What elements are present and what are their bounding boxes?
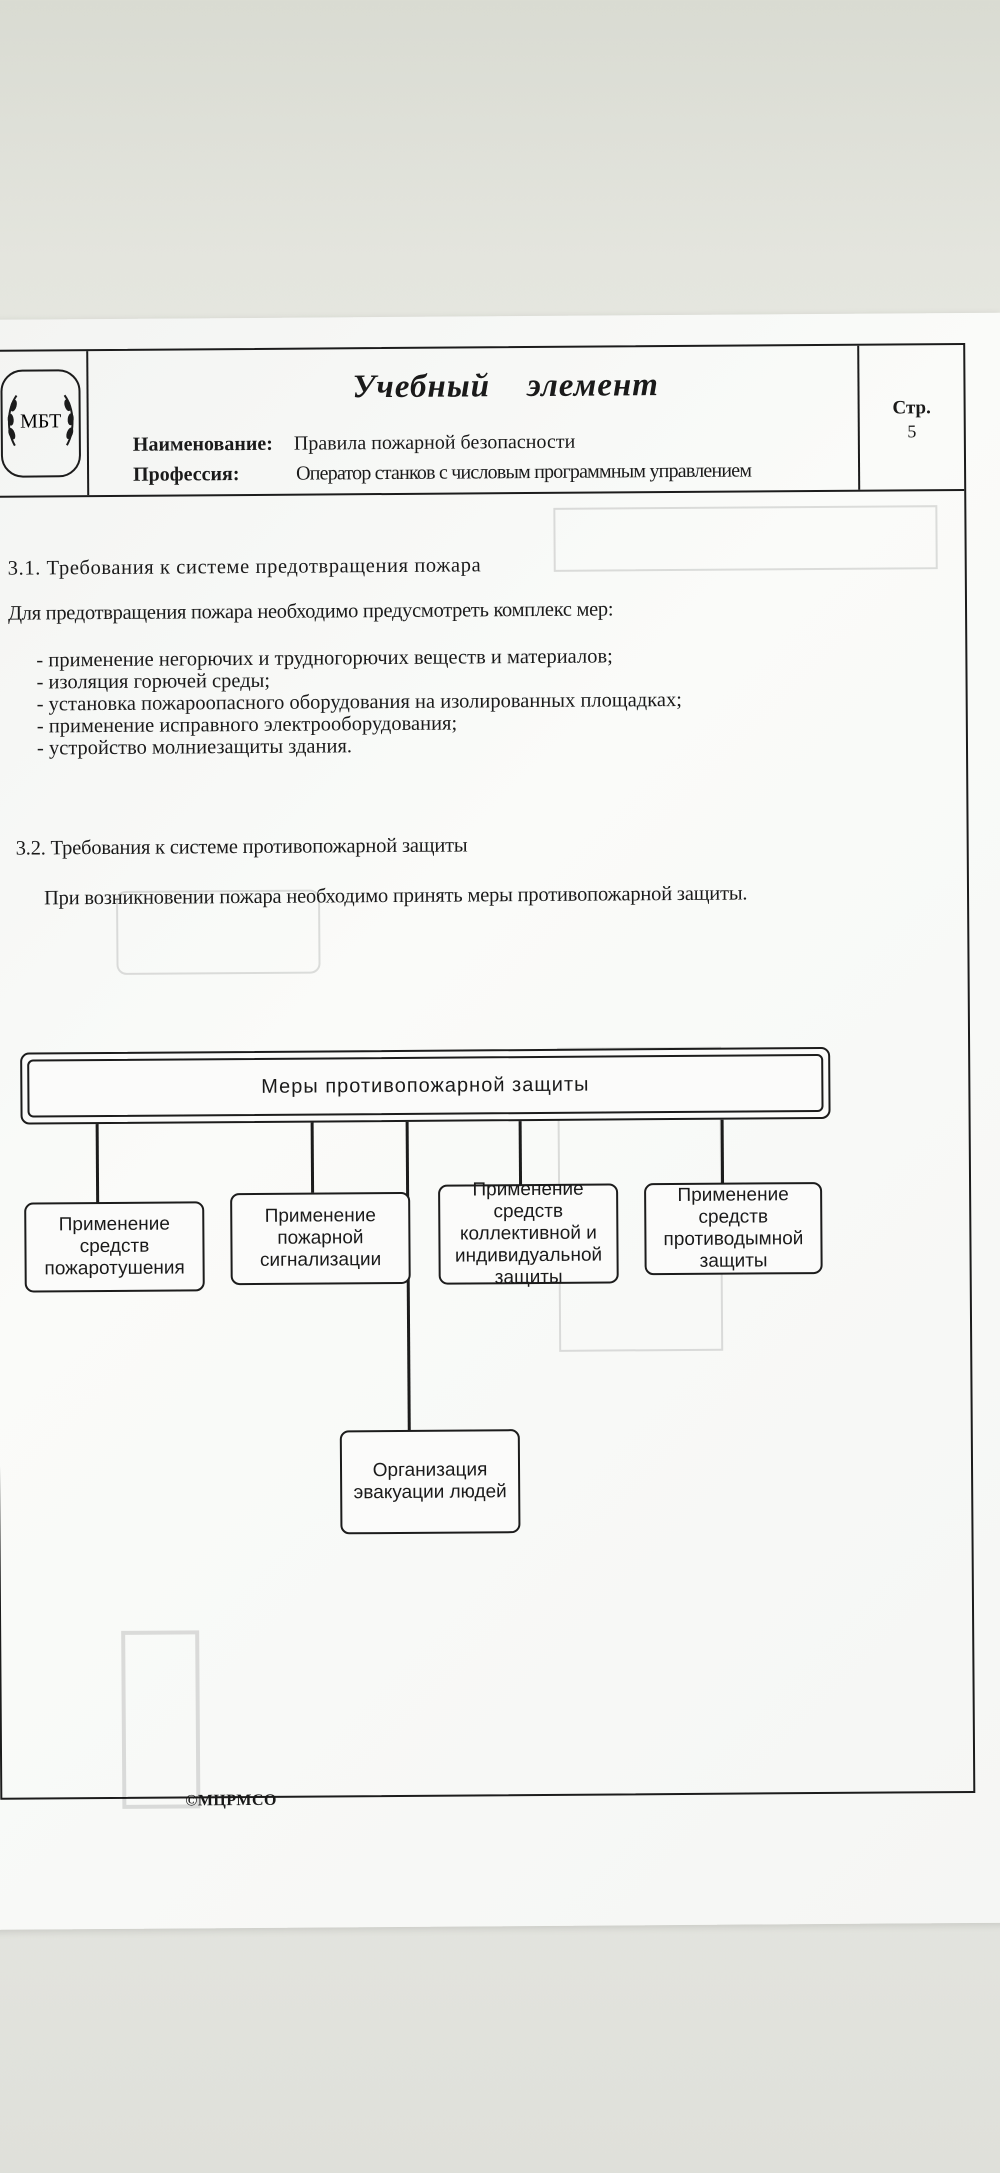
diagram-root bbox=[20, 1047, 830, 1125]
show-through-illustration bbox=[116, 890, 321, 975]
name-row bbox=[133, 431, 576, 457]
section-1-heading: 3.1. Требования к системе предотвращения пожара bbox=[7, 554, 482, 580]
section-2-intro: При возникновении пожара необходимо принять меры противопожарной защиты. bbox=[43, 882, 748, 910]
document-header bbox=[0, 345, 964, 498]
list-item: - применение негорючих и трудногорючих веществ и материалов; bbox=[36, 645, 613, 672]
profession-label: Профессия: bbox=[133, 463, 240, 486]
profession-row bbox=[133, 459, 751, 486]
diagram-node-evacuation: Организация эвакуации людей bbox=[340, 1429, 521, 1534]
logo-cell bbox=[0, 351, 89, 496]
svg-text:МБТ: МБТ bbox=[20, 410, 62, 433]
connector bbox=[519, 1121, 522, 1186]
list-item: - установка пожароопасного оборудования на изолированных площадках; bbox=[36, 688, 682, 716]
connector bbox=[721, 1120, 724, 1185]
diagram-node-protective-equipment: Применение средств коллективной и индивидуальной защиты bbox=[438, 1183, 619, 1284]
diagram-node-fire-extinguishing: Применение средств пожаротушения bbox=[24, 1201, 205, 1292]
section-1-intro: Для предотвращения пожара необходимо предусмотреть комплекс мер: bbox=[7, 598, 614, 625]
name-value: Правила пожарной безопасности bbox=[293, 430, 576, 455]
list-item: - устройство молниезащиты здания. bbox=[36, 735, 353, 760]
profession-value: Оператор станков с числовым программным управлением bbox=[296, 459, 752, 485]
list-item: - изоляция горючей среды; bbox=[36, 669, 271, 694]
section-2-heading: 3.2. Требования к системе противопожарной защиты bbox=[15, 834, 468, 860]
copyright: ©МЦРМСО bbox=[185, 1791, 277, 1810]
diagram-node-smoke-protection: Применение средств противодымной защиты bbox=[644, 1182, 823, 1275]
document-sheet bbox=[0, 313, 1000, 1930]
page-number: 5 bbox=[907, 421, 917, 442]
diagram-root-label: Меры противопожарной защиты bbox=[27, 1054, 823, 1118]
laurel-icon bbox=[4, 383, 77, 464]
list-item: - применение исправного электрооборудования; bbox=[36, 712, 458, 738]
document-title: Учебный элемент bbox=[352, 367, 660, 406]
page-label: Стр. bbox=[892, 397, 931, 419]
connector bbox=[311, 1123, 314, 1193]
show-through-door bbox=[121, 1630, 200, 1809]
name-label: Наименование: bbox=[132, 432, 273, 456]
show-through-text bbox=[553, 505, 937, 572]
connector bbox=[96, 1124, 99, 1204]
page-number-cell bbox=[857, 345, 964, 490]
org-logo bbox=[0, 369, 81, 478]
diagram-node-fire-alarm: Применение пожарной сигнализации bbox=[230, 1192, 411, 1285]
